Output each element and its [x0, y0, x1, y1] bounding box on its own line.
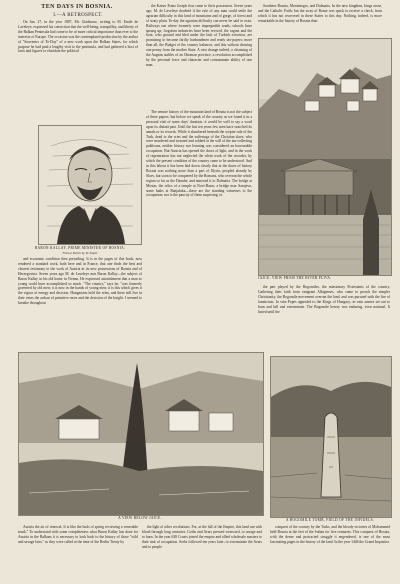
- column-middle-text-top: [146, 4, 252, 108]
- bogomile-tomb-figure: [270, 356, 392, 518]
- column-middle-text: [146, 110, 252, 280]
- column-middle-paragraph-2: The remote history of the mountain land of Bosnia is not the subject of these papers; but before we speak of the country as we found it in a personal visit of some days' duration, it would be well to say a word upon its distant past. Until the last ten years few men have searched its annals or its records. While it slumbered beneath the sceptre rule of the Turk, dead to the cries and the sufferings of the Christian slave, who were murdered and tortured and robbed at the will of the tax-collecting publicans, neither history nor learning was considered an honourable occupation. But Austria has opened the doors of light, and in the work of regeneration has not neglected the silent work of the recorder, by which the present condition of the country came to be understood. And in this labour it has been laid down clearly that at the dawn of history Bosnia was nothing more than a part of Illyria, peopled already by Slavs, but soon to be conquered by the Romans, who overran the whole region so far as the Danube, and annexed it to Dalmatia. The bridge at Mostar, the relics of a temple at Novi-Bazar, a bridge near Sarajevo, some baths at Banjaluka—these are the standing witnesses to the occupation; nor is the paucity of them surprising, in: [146, 110, 252, 198]
- bogomile-tomb-caption: A BOGOMILE TOMB, FIELD OF THE INFIDELS.: [285, 518, 375, 522]
- portrait-figure: [38, 125, 142, 245]
- portrait-caption: BARON KALLAY, PRIME MINISTER OF BOSNIA.: [34, 246, 126, 250]
- portrait-credit: From a Sketch by W. Small.: [62, 251, 98, 255]
- bottom-middle-text: [142, 525, 262, 581]
- view-below-jajce-caption: A VIEW BELOW JAJCE.: [118, 516, 162, 520]
- article-section: I.—A RETROSPECT.: [53, 13, 103, 18]
- column-right-paragraph-1: Southern Bosnia, Montenegro, and Dalmatia. In the new kingdom, kings arose, and the Catholic Faith; but the sway of Rome was quick to receive a check, from which it has not recovered in these States to this day. Nothing, indeed, is more remarkable in the history of Bosnia than: [258, 4, 382, 23]
- column-middle-paragraph-1: the Kaiser Franz Joseph first came to their possession. Seven years ago, M. de Laveleye doubted if the rule of any man could settle the agrarian difficulty in this land of mountains and of gorge, of forest and of stony plain. To-day the agrarian difficulty can never be said to exist. Railways run where formerly were impregnable roads; schools have sprung up; forgotten industries have been revived, the ragout and the boot, who ground and bled under the lash of Turkish extortion, are promising to become thrifty husbandmen and ready tax-payers; more than all, the Budget of the country balances, and this without drawing one penny from the mother State. A vast change indeed, a cleansing of the Augean stables of an Ottoman province, a revolution accomplished by the personal force and character and consummate ability of one man.: [146, 4, 252, 67]
- column-right-text-top: [258, 4, 382, 34]
- view-below-jajce-figure: [18, 352, 264, 516]
- bottom-left-text: [18, 525, 138, 581]
- intro-text: [18, 20, 138, 68]
- column-right-paragraph-2: the part played by the Bogomiles, the missionary Protestants of the country. Gathering their faith from emigrant Albigenses, who came to preach the simpler Christianity, the Bogomile movement overran the land, and was pursued with the fire of fanaticism. In vain Popes appealed to the Kings of Hungary; in vain armies set out to burn and kill and exterminate. The Bogomile heresy was enduring, even national. It lasted until the: [258, 285, 390, 314]
- jajce-caption: JAJCE: VIEW FROM THE RIVER PLIVA.: [258, 276, 332, 280]
- bottom-right-paragraph: conquest of the country by the Turks, and the bloody victories of Mohammed held Bosnia at the feet of the Sultan for five centuries. This conquest of Bosnia, with the dense and protracted struggle it engendered, is one of the most fascinating pages in the history of the land. In the year 1446 the Grand Inquisitor: [270, 525, 390, 544]
- bottom-middle-paragraph: the light of other revolutions. For, at the fall of the Empire, this land ran with blood through long centuries. Goths and Avars pressed westward, to ravage and to burn. In the year 638 Croats joined the empire and allied wholesale masters to their task of occupation. Serbs followed ten years later; to exterminate the Avars and to people: [142, 525, 262, 549]
- view-below-jajce-illustration: [19, 353, 263, 515]
- article-title: TEN DAYS IN BOSNIA.: [41, 4, 113, 10]
- column-left-text: [18, 257, 142, 349]
- portrait-illustration: [39, 126, 141, 244]
- bottom-right-text: [270, 525, 390, 581]
- bottom-left-paragraph: Austria the air of renewal. It is like the buds of spring reviewing a venerable trunk." To understand with some completeness what Baron Kallay has done for Austria in the Balkans it is necessary to look back to the history of those "wild and savage lairs," as they were called at the time of the Berlin Treaty by: [18, 525, 138, 544]
- bogomile-tomb-illustration: [271, 357, 391, 517]
- intro-paragraph: On Jan. 27, in the year 1887, Mr. Gladstone, writing to M. Emile de Laveleye, expressed his conviction that the well-being, tranquillity, and liberty of the Balkan Peninsula had come to be of more critical importance than ever to the interests of Europe. The occasion was the contemplated production by the author of "Souvenirs of To-Day" of a new work upon the Balkan States, for which purpose he had paid a lengthy visit to the peninsula, and had gathered a host of facts and figures to elucidate the political: [18, 20, 138, 54]
- column-left-paragraph: and economic condition then prevailing. It is in the pages of this book, now rendered a standard work, both here and in France, that one finds the best and clearest testimony to the work of Austria in its new possessions of Bosnia and of Herzegovina. Seven years ago M. de Laveleye met Baron Kallay—the subject of Baron Kallay in his old home in Vienna. He expressed astonishment that a man so young could have accomplished so much. "The country," says he, "was formerly governed by old men; it is now in the hands of young men; it is this which gives it the vigour of energy and decision. Hungarians hold the reins, and there still live in their veins the ardour of primitive races and the decision of the knight. I seemed to breathe throughout: [18, 257, 142, 306]
- jajce-illustration: [259, 39, 391, 275]
- column-right-text: [258, 285, 390, 349]
- jajce-figure: [258, 38, 392, 276]
